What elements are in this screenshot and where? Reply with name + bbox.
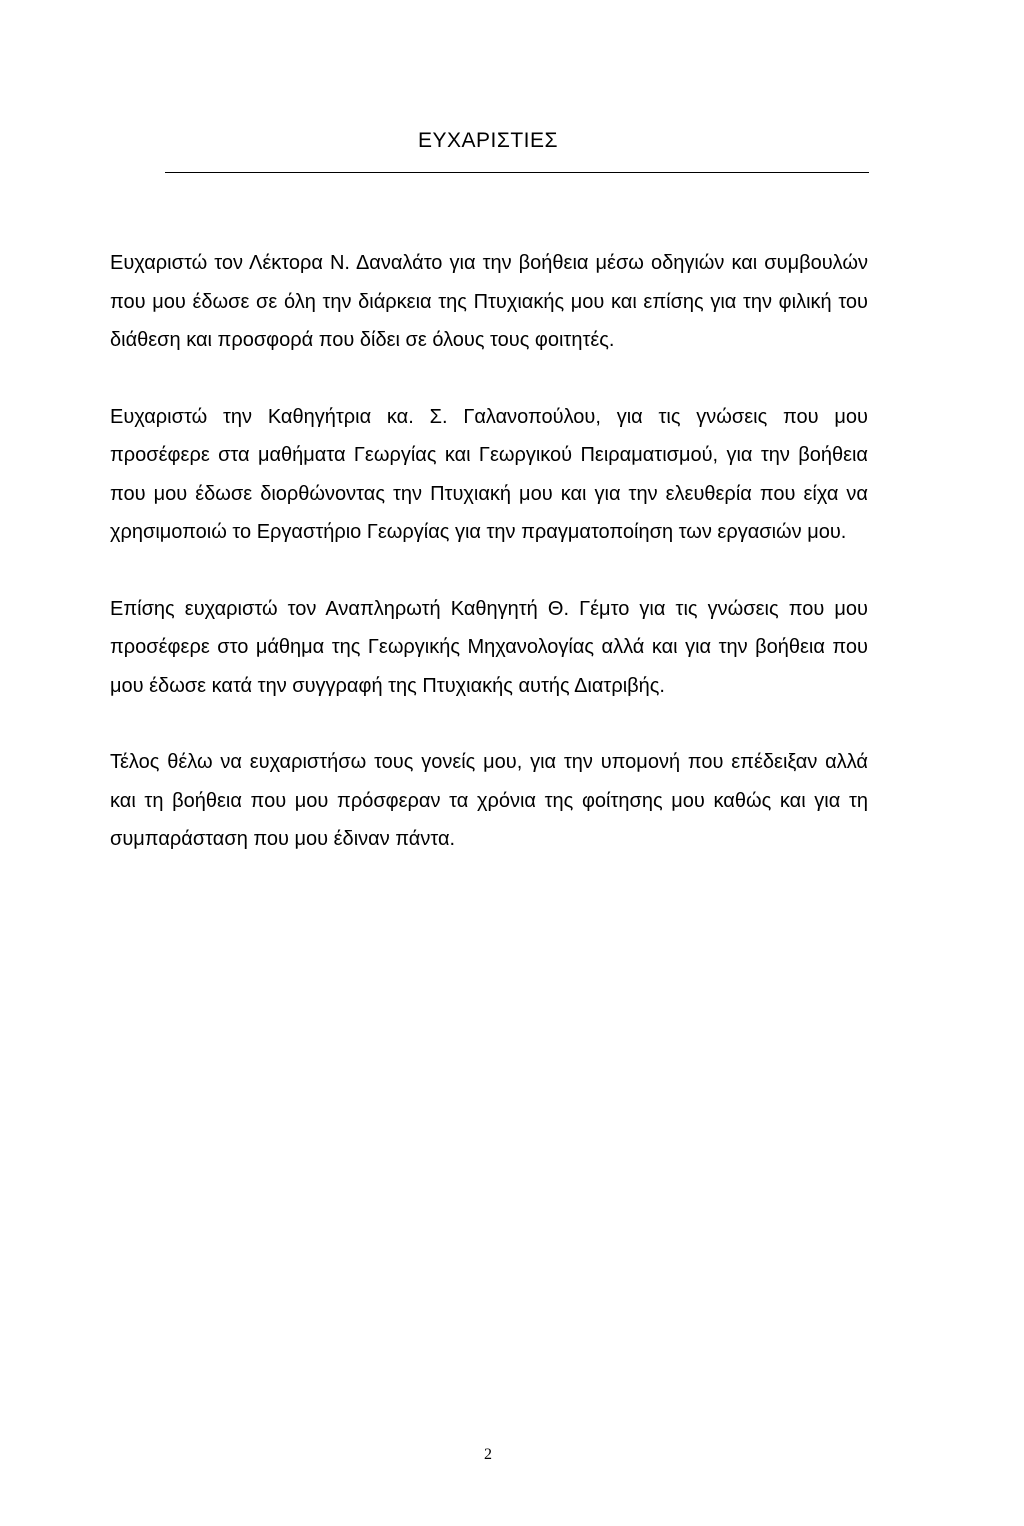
paragraph-1: Ευχαριστώ τον Λέκτορα Ν. Δαναλάτο για την βοήθεια μέσω οδηγιών και συμβουλών που μου έδωσε σε όλη την διάρκεια της Πτυχιακής μου και επίσης για την φιλική του διάθεση και προσφορά που δίδει σε όλους τους φοιτητές. bbox=[110, 252, 868, 351]
heading-divider bbox=[165, 172, 869, 173]
paragraph-2: Ευχαριστώ την Καθηγήτρια κα. Σ. Γαλανοπούλου, για τις γνώσεις που μου προσέφερε στα μαθήματα Γεωργίας και Γεωργικού Πειραματισμού, για την βοήθεια που μου έδωσε διορθώνοντας την Πτυχιακή μου και για την ελευθερία που είχα να χρησιμοποιώ το Εργαστήριο Γεωργίας για την πραγματοποίηση των εργασιών μου. bbox=[110, 405, 868, 543]
page-number: 2 bbox=[484, 1446, 492, 1463]
paragraph-3: Επίσης ευχαριστώ τον Αναπληρωτή Καθηγητή Θ. Γέμτο για τις γνώσεις που μου προσέφερε στο μάθημα της Γεωργικής Μηχανολογίας αλλά και για την βοήθεια που μου έδωσε κατά την συγγραφή της Πτυχιακής αυτής Διατριβής. bbox=[110, 597, 868, 697]
paragraph-4: Τέλος θέλω να ευχαριστήσω τους γονείς μου, για την υπομονή που επέδειξαν αλλά και τη βοήθεια που μου πρόσφεραν τα χρόνια της φοίτησης μου καθώς και για τη συμπαράσταση που μου έδιναν πάντα. bbox=[110, 751, 868, 850]
page-heading: ΕΥΧΑΡΙΣΤΙΕΣ bbox=[417, 129, 558, 152]
acknowledgements-body bbox=[110, 244, 868, 859]
